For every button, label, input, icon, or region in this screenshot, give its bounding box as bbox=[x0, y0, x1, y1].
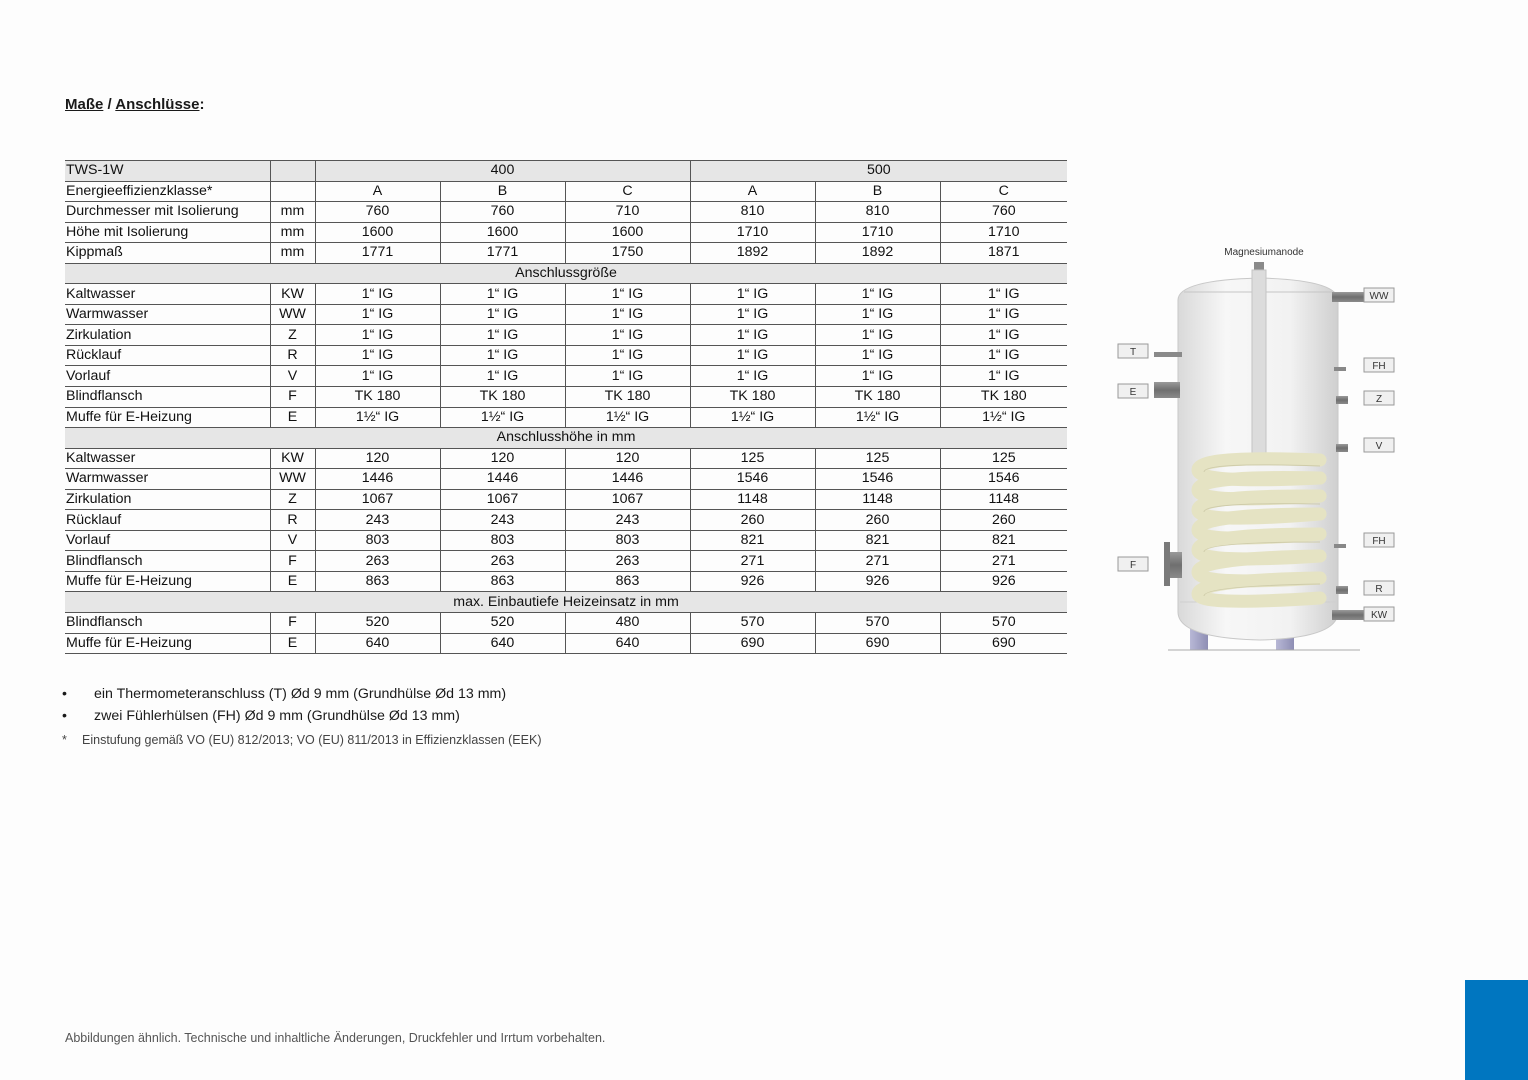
section-header-row bbox=[65, 592, 1067, 613]
table-cell: 1“ IG bbox=[565, 366, 690, 387]
row-unit: KW bbox=[270, 448, 315, 469]
table-cell: C bbox=[565, 181, 690, 202]
table-cell: 120 bbox=[565, 448, 690, 469]
table-cell: 1600 bbox=[315, 222, 440, 243]
notes-list bbox=[62, 684, 506, 728]
table-cell: 271 bbox=[815, 551, 940, 572]
table-cell: 243 bbox=[440, 510, 565, 531]
tag-fh-top bbox=[1364, 358, 1394, 372]
table-cell: 640 bbox=[565, 633, 690, 654]
table-row bbox=[65, 551, 1067, 572]
tag-v bbox=[1364, 438, 1394, 452]
sensor-sleeve bbox=[1334, 367, 1346, 371]
bullet-icon: • bbox=[62, 708, 67, 724]
table-cell: 570 bbox=[815, 613, 940, 634]
table-cell: 1148 bbox=[815, 489, 940, 510]
section-title: Anschlussgröße bbox=[65, 263, 1067, 284]
row-unit: Z bbox=[270, 325, 315, 346]
table-cell: 863 bbox=[315, 571, 440, 592]
table-row bbox=[65, 571, 1067, 592]
table-cell: A bbox=[690, 181, 815, 202]
table-cell: 760 bbox=[315, 202, 440, 223]
svg-text:E: E bbox=[1129, 387, 1137, 398]
table-cell: 1½“ IG bbox=[940, 407, 1067, 428]
svg-text:T: T bbox=[1129, 347, 1137, 358]
table-cell: 125 bbox=[815, 448, 940, 469]
table-cell: B bbox=[815, 181, 940, 202]
table-cell: 810 bbox=[690, 202, 815, 223]
table-cell: 1“ IG bbox=[690, 345, 815, 366]
table-cell: TK 180 bbox=[815, 387, 940, 408]
row-label: Vorlauf bbox=[65, 530, 270, 551]
tag-fh-bottom bbox=[1364, 533, 1394, 547]
table-cell: 1“ IG bbox=[815, 366, 940, 387]
table-cell: C bbox=[940, 181, 1067, 202]
accent-bar bbox=[1465, 980, 1528, 1080]
row-unit: R bbox=[270, 510, 315, 531]
table-cell: 1“ IG bbox=[440, 304, 565, 325]
table-cell: 1871 bbox=[940, 243, 1067, 264]
svg-text:F: F bbox=[1129, 560, 1137, 571]
tag-e bbox=[1118, 384, 1148, 398]
row-label: Kaltwasser bbox=[65, 448, 270, 469]
table-cell: 1“ IG bbox=[940, 284, 1067, 305]
table-row bbox=[65, 345, 1067, 366]
row-unit: V bbox=[270, 530, 315, 551]
table-cell: 1“ IG bbox=[940, 304, 1067, 325]
table-cell: 260 bbox=[940, 510, 1067, 531]
table-cell: 803 bbox=[440, 530, 565, 551]
row-label: Muffe für E-Heizung bbox=[65, 571, 270, 592]
table-cell: 1“ IG bbox=[315, 304, 440, 325]
table-cell: 520 bbox=[315, 613, 440, 634]
table-cell: 1“ IG bbox=[440, 325, 565, 346]
row-label: Zirkulation bbox=[65, 325, 270, 346]
table-row bbox=[65, 448, 1067, 469]
table-cell: TK 180 bbox=[940, 387, 1067, 408]
row-unit: mm bbox=[270, 222, 315, 243]
table-row bbox=[65, 181, 1067, 202]
table-cell: 1067 bbox=[565, 489, 690, 510]
table-cell: 810 bbox=[815, 202, 940, 223]
table-row bbox=[65, 633, 1067, 654]
table-cell: 480 bbox=[565, 613, 690, 634]
table-cell: 1600 bbox=[440, 222, 565, 243]
table-cell: 1“ IG bbox=[440, 284, 565, 305]
table-cell: 1“ IG bbox=[690, 284, 815, 305]
table-cell: 1“ IG bbox=[815, 304, 940, 325]
table-cell: 520 bbox=[440, 613, 565, 634]
table-row bbox=[65, 366, 1067, 387]
table-cell: 1½“ IG bbox=[815, 407, 940, 428]
table-cell: 863 bbox=[565, 571, 690, 592]
footer-disclaimer: Abbildungen ähnlich. Technische und inhaltliche Änderungen, Druckfehler und Irrtum vorbehalten. bbox=[65, 1031, 606, 1045]
table-cell: 125 bbox=[940, 448, 1067, 469]
table-cell: 570 bbox=[690, 613, 815, 634]
table-cell: 821 bbox=[815, 530, 940, 551]
section-header-row bbox=[65, 428, 1067, 449]
unit-cell bbox=[270, 161, 315, 182]
tag-t bbox=[1118, 344, 1148, 358]
table-cell: 1½“ IG bbox=[690, 407, 815, 428]
row-unit: F bbox=[270, 613, 315, 634]
row-unit: R bbox=[270, 345, 315, 366]
table-cell: 125 bbox=[690, 448, 815, 469]
row-label: Muffe für E-Heizung bbox=[65, 633, 270, 654]
heading-connections: Anschlüsse bbox=[115, 96, 200, 113]
row-unit: Z bbox=[270, 489, 315, 510]
table-header-row bbox=[65, 161, 1067, 182]
pipe-e bbox=[1154, 382, 1180, 398]
table-cell: 271 bbox=[940, 551, 1067, 572]
table-cell: 1“ IG bbox=[690, 304, 815, 325]
row-label: Rücklauf bbox=[65, 345, 270, 366]
row-label: Rücklauf bbox=[65, 510, 270, 531]
table-cell: 1446 bbox=[440, 469, 565, 490]
row-unit: E bbox=[270, 407, 315, 428]
row-unit: F bbox=[270, 387, 315, 408]
size-header: 500 bbox=[690, 161, 1067, 182]
table-row bbox=[65, 304, 1067, 325]
table-cell: 1“ IG bbox=[315, 325, 440, 346]
note-item bbox=[62, 684, 506, 706]
table-cell: 1“ IG bbox=[565, 304, 690, 325]
table-cell: 710 bbox=[565, 202, 690, 223]
table-cell: TK 180 bbox=[690, 387, 815, 408]
page-heading bbox=[65, 96, 205, 113]
table-cell: 263 bbox=[315, 551, 440, 572]
row-unit: WW bbox=[270, 469, 315, 490]
footnote-text: Einstufung gemäß VO (EU) 812/2013; VO (EU) 811/2013 in Effizienzklassen (EEK) bbox=[82, 733, 542, 747]
svg-text:KW: KW bbox=[1370, 610, 1388, 621]
table-cell: 926 bbox=[690, 571, 815, 592]
table-cell: 1“ IG bbox=[815, 345, 940, 366]
row-label: Höhe mit Isolierung bbox=[65, 222, 270, 243]
table-cell: 690 bbox=[940, 633, 1067, 654]
row-label: Kaltwasser bbox=[65, 284, 270, 305]
heading-colon: : bbox=[199, 96, 205, 113]
table-row bbox=[65, 407, 1067, 428]
table-row bbox=[65, 325, 1067, 346]
section-title: max. Einbautiefe Heizeinsatz in mm bbox=[65, 592, 1067, 613]
section-header-row bbox=[65, 263, 1067, 284]
table-cell: 803 bbox=[565, 530, 690, 551]
model-label: TWS-1W bbox=[65, 161, 270, 182]
bullet-icon: • bbox=[62, 686, 67, 702]
pipe-kw bbox=[1332, 610, 1368, 620]
table-cell: 263 bbox=[565, 551, 690, 572]
table-cell: 1771 bbox=[315, 243, 440, 264]
table-cell: 690 bbox=[690, 633, 815, 654]
table-row bbox=[65, 202, 1067, 223]
row-unit: F bbox=[270, 551, 315, 572]
table-cell: 1“ IG bbox=[315, 366, 440, 387]
table-cell: 1½“ IG bbox=[315, 407, 440, 428]
table-cell: 1750 bbox=[565, 243, 690, 264]
table-row bbox=[65, 613, 1067, 634]
table-cell: 760 bbox=[440, 202, 565, 223]
table-cell: 1“ IG bbox=[565, 325, 690, 346]
row-label: Blindflansch bbox=[65, 613, 270, 634]
row-label: Muffe für E-Heizung bbox=[65, 407, 270, 428]
table-cell: 1“ IG bbox=[690, 366, 815, 387]
table-cell: 1“ IG bbox=[815, 325, 940, 346]
svg-text:R: R bbox=[1375, 584, 1383, 595]
table-cell: 271 bbox=[690, 551, 815, 572]
svg-text:V: V bbox=[1375, 441, 1383, 452]
pipe-ww bbox=[1332, 292, 1368, 302]
pipe-f bbox=[1168, 552, 1182, 578]
table-cell: 1“ IG bbox=[940, 345, 1067, 366]
row-label: Blindflansch bbox=[65, 551, 270, 572]
row-label: Durchmesser mit Isolierung bbox=[65, 202, 270, 223]
tag-z bbox=[1364, 391, 1394, 405]
table-cell: 1148 bbox=[690, 489, 815, 510]
table-cell: A bbox=[315, 181, 440, 202]
table-cell: 260 bbox=[815, 510, 940, 531]
table-cell: 1892 bbox=[690, 243, 815, 264]
table-cell: 1067 bbox=[315, 489, 440, 510]
table-cell: 120 bbox=[440, 448, 565, 469]
table-cell: 1067 bbox=[440, 489, 565, 510]
table-cell: 803 bbox=[315, 530, 440, 551]
section-title: Anschlusshöhe in mm bbox=[65, 428, 1067, 449]
note-item bbox=[62, 706, 506, 728]
tag-ww bbox=[1364, 288, 1394, 302]
table-cell: 1“ IG bbox=[565, 284, 690, 305]
sensor-sleeve bbox=[1334, 544, 1346, 548]
table-cell: 1546 bbox=[940, 469, 1067, 490]
row-label: Zirkulation bbox=[65, 489, 270, 510]
pipe-v bbox=[1336, 444, 1348, 452]
table-cell: 1“ IG bbox=[440, 366, 565, 387]
pipe-z bbox=[1336, 396, 1348, 404]
table-cell: 821 bbox=[690, 530, 815, 551]
anode-label: Magnesiumanode bbox=[1224, 247, 1304, 258]
table-cell: 260 bbox=[690, 510, 815, 531]
note-text: ein Thermometeranschluss (T) Ød 9 mm (Grundhülse Ød 13 mm) bbox=[94, 686, 507, 702]
table-cell: 570 bbox=[940, 613, 1067, 634]
table-row bbox=[65, 530, 1067, 551]
svg-text:FH: FH bbox=[1372, 536, 1386, 547]
table-cell: 1892 bbox=[815, 243, 940, 264]
table-row bbox=[65, 243, 1067, 264]
row-unit: mm bbox=[270, 202, 315, 223]
row-label: Kippmaß bbox=[65, 243, 270, 264]
table-cell: 120 bbox=[315, 448, 440, 469]
table-cell: 821 bbox=[940, 530, 1067, 551]
row-unit bbox=[270, 181, 315, 202]
row-unit: KW bbox=[270, 284, 315, 305]
table-cell: B bbox=[440, 181, 565, 202]
row-label: Warmwasser bbox=[65, 469, 270, 490]
row-label: Blindflansch bbox=[65, 387, 270, 408]
table-row bbox=[65, 489, 1067, 510]
table-cell: 1446 bbox=[315, 469, 440, 490]
table-row bbox=[65, 510, 1067, 531]
row-label: Warmwasser bbox=[65, 304, 270, 325]
table-row bbox=[65, 284, 1067, 305]
table-cell: 1546 bbox=[815, 469, 940, 490]
svg-text:Z: Z bbox=[1375, 394, 1383, 405]
table-cell: 1“ IG bbox=[690, 325, 815, 346]
row-unit: V bbox=[270, 366, 315, 387]
table-row bbox=[65, 469, 1067, 490]
table-cell: 690 bbox=[815, 633, 940, 654]
row-label: Energieeffizienzklasse* bbox=[65, 181, 270, 202]
row-unit: E bbox=[270, 571, 315, 592]
size-header: 400 bbox=[315, 161, 690, 182]
table-cell: 1“ IG bbox=[940, 325, 1067, 346]
table-cell: TK 180 bbox=[565, 387, 690, 408]
table-row bbox=[65, 222, 1067, 243]
table-cell: 1148 bbox=[940, 489, 1067, 510]
tank-diagram bbox=[1110, 240, 1410, 660]
tag-f bbox=[1118, 557, 1148, 571]
table-cell: 1“ IG bbox=[815, 284, 940, 305]
svg-text:WW: WW bbox=[1369, 291, 1389, 302]
table-cell: 1600 bbox=[565, 222, 690, 243]
table-cell: 1“ IG bbox=[315, 284, 440, 305]
table-cell: 1710 bbox=[815, 222, 940, 243]
table-cell: 1771 bbox=[440, 243, 565, 264]
table-cell: 926 bbox=[940, 571, 1067, 592]
footnote bbox=[62, 733, 542, 747]
table-cell: 1710 bbox=[690, 222, 815, 243]
table-cell: 640 bbox=[440, 633, 565, 654]
row-unit: WW bbox=[270, 304, 315, 325]
table-cell: 1710 bbox=[940, 222, 1067, 243]
spec-table bbox=[65, 160, 1067, 654]
table-cell: 1“ IG bbox=[440, 345, 565, 366]
pipe-r bbox=[1336, 586, 1348, 594]
flange-icon bbox=[1164, 542, 1170, 586]
table-cell: 243 bbox=[565, 510, 690, 531]
table-cell: 1½“ IG bbox=[565, 407, 690, 428]
table-row bbox=[65, 387, 1067, 408]
heading-separator: / bbox=[103, 96, 116, 113]
row-unit: mm bbox=[270, 243, 315, 264]
footnote-star: * bbox=[62, 733, 67, 747]
table-cell: 1“ IG bbox=[315, 345, 440, 366]
heading-dimensions: Maße bbox=[65, 96, 104, 113]
table-cell: 760 bbox=[940, 202, 1067, 223]
table-cell: 243 bbox=[315, 510, 440, 531]
table-cell: 263 bbox=[440, 551, 565, 572]
table-cell: TK 180 bbox=[315, 387, 440, 408]
tag-r bbox=[1364, 581, 1394, 595]
row-label: Vorlauf bbox=[65, 366, 270, 387]
table-cell: 640 bbox=[315, 633, 440, 654]
table-cell: 1446 bbox=[565, 469, 690, 490]
tag-kw bbox=[1364, 607, 1394, 621]
table-cell: 926 bbox=[815, 571, 940, 592]
table-cell: 1546 bbox=[690, 469, 815, 490]
note-text: zwei Fühlerhülsen (FH) Ød 9 mm (Grundhülse Ød 13 mm) bbox=[94, 708, 460, 724]
svg-text:FH: FH bbox=[1372, 361, 1386, 372]
row-unit: E bbox=[270, 633, 315, 654]
pipe-t bbox=[1154, 352, 1182, 357]
table-cell: 1“ IG bbox=[940, 366, 1067, 387]
table-cell: 1½“ IG bbox=[440, 407, 565, 428]
table-cell: 1“ IG bbox=[565, 345, 690, 366]
table-cell: 863 bbox=[440, 571, 565, 592]
table-cell: TK 180 bbox=[440, 387, 565, 408]
anode-rod bbox=[1252, 270, 1266, 456]
